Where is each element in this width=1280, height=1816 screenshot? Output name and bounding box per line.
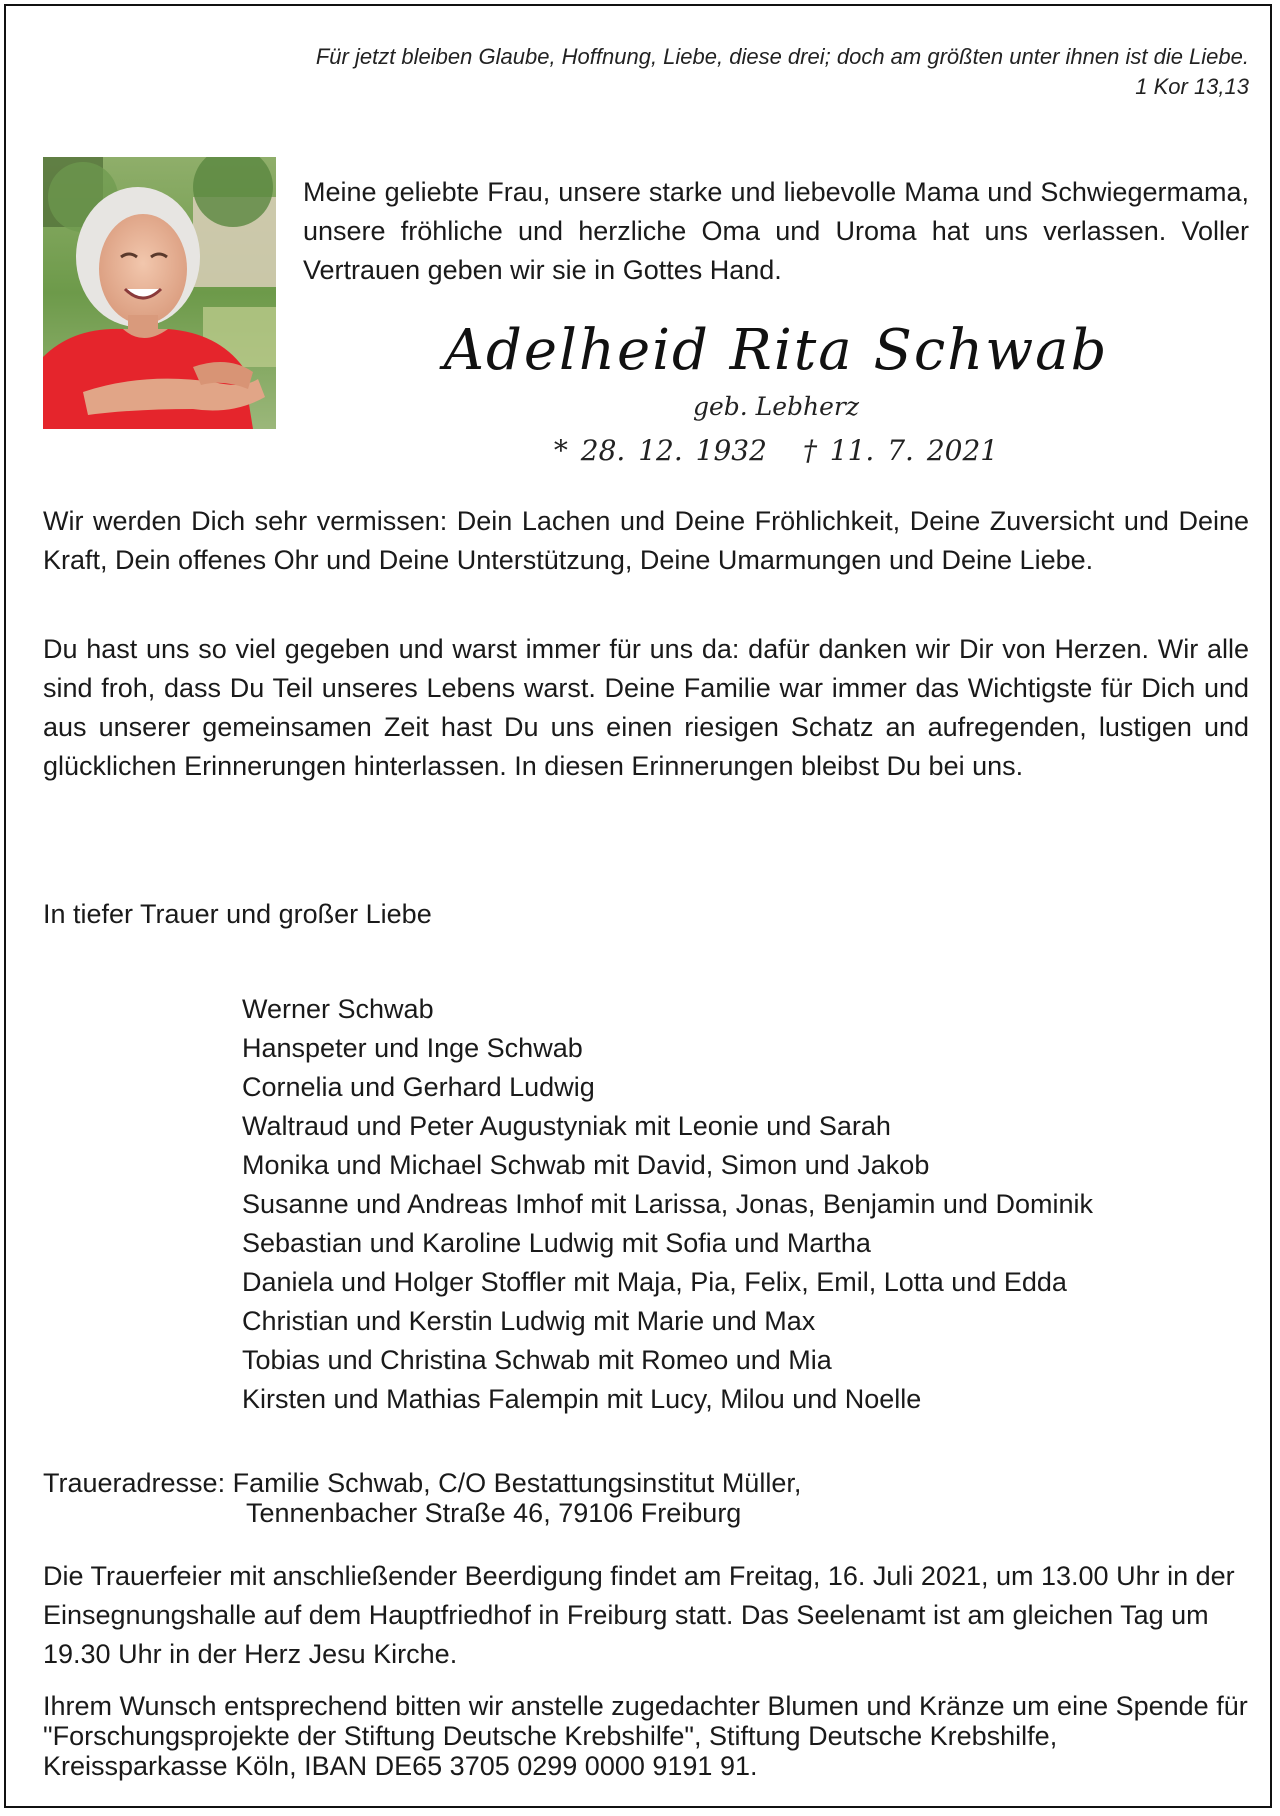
family-member: Susanne und Andreas Imhof mit Larissa, Jonas, Benjamin und Dominik bbox=[242, 1189, 1093, 1219]
mourning-address bbox=[43, 1468, 801, 1528]
mourning-line: In tiefer Trauer und großer Liebe bbox=[43, 899, 432, 929]
birth-date: * 28. 12. 1932 bbox=[553, 434, 767, 467]
family-member: Christian und Kerstin Ludwig mit Marie und Max bbox=[242, 1306, 816, 1336]
obituary-frame bbox=[4, 4, 1272, 1808]
deceased-name: Adelheid Rita Schwab bbox=[443, 318, 1109, 383]
family-member: Sebastian und Karoline Ludwig mit Sofia und Martha bbox=[242, 1228, 871, 1258]
family-member: Werner Schwab bbox=[242, 994, 434, 1024]
family-member: Hanspeter und Inge Schwab bbox=[242, 1033, 583, 1063]
life-dates bbox=[303, 432, 1249, 470]
family-member: Waltraud und Peter Augustyniak mit Leonie und Sarah bbox=[242, 1111, 891, 1141]
tribute-paragraph-2: Du hast uns so viel gegeben und warst immer für uns da: dafür danken wir Dir von Herzen. Wir alle sind froh, dass Du Teil unseres Lebens warst. Deine Familie war immer das Wichtigste für Dich und aus unserer gemeinsamen Zeit hast Du uns einen riesigen Schatz an aufregenden, lustigen und glücklichen Erinnerungen hinterlassen. In diesen Erinnerungen bleibst Du bei uns. bbox=[43, 634, 1249, 781]
address-line-1: Familie Schwab, C/O Bestattungsinstitut Müller, bbox=[232, 1468, 802, 1498]
quote-reference: 1 Kor 13,13 bbox=[1135, 74, 1249, 99]
quote-text: Für jetzt bleiben Glaube, Hoffnung, Liebe, diese drei; doch am größten unter ihnen ist die Liebe. bbox=[315, 44, 1249, 69]
family-member: Kirsten und Mathias Falempin mit Lucy, Milou und Noelle bbox=[242, 1384, 922, 1414]
ceremony-info: Die Trauerfeier mit anschließender Beerdigung findet am Freitag, 16. Juli 2021, um 13.00 Uhr in der Einsegnungshalle auf dem Hauptfriedhof in Freiburg statt. Das Seelenamt ist am gleichen Tag um 19.30 Uhr in der Herz Jesu Kirche. bbox=[43, 1561, 1235, 1669]
family-member: Cornelia und Gerhard Ludwig bbox=[242, 1072, 595, 1102]
address-label: Traueradresse: bbox=[43, 1468, 226, 1498]
bible-quote bbox=[316, 42, 1249, 102]
tribute-paragraph-1: Wir werden Dich sehr vermissen: Dein Lachen und Deine Fröhlichkeit, Deine Zuversicht und Deine Kraft, Dein offenes Ohr und Deine Unterstützung, Deine Umarmungen und Deine Liebe. bbox=[43, 506, 1249, 575]
family-member: Tobias und Christina Schwab mit Romeo und Mia bbox=[242, 1345, 832, 1375]
maiden-name: geb. Lebherz bbox=[692, 392, 860, 421]
family-member: Monika und Michael Schwab mit David, Simon und Jakob bbox=[242, 1150, 930, 1180]
intro-text: Meine geliebte Frau, unsere starke und liebevolle Mama und Schwiegermama, unsere fröhliche und herzliche Oma und Uroma hat uns verlassen. Voller Vertrauen geben wir sie in Gottes Hand. bbox=[303, 177, 1249, 285]
portrait-photo bbox=[43, 157, 276, 429]
family-member: Daniela und Holger Stoffler mit Maja, Pia, Felix, Emil, Lotta und Edda bbox=[242, 1267, 1067, 1297]
address-line-2: Tennenbacher Straße 46, 79106 Freiburg bbox=[246, 1498, 742, 1528]
donation-info: Ihrem Wunsch entsprechend bitten wir anstelle zugedachter Blumen und Kränze um eine Spende für "Forschungsprojekte der Stiftung Deutsche Krebshilfe", Stiftung Deutsche Krebshilfe, Kreissparkasse Köln, IBAN DE65 3705 0299 0000 9191 91. bbox=[43, 1691, 1248, 1781]
family-list bbox=[242, 990, 1093, 1419]
death-date: † 11. 7. 2021 bbox=[802, 434, 999, 467]
